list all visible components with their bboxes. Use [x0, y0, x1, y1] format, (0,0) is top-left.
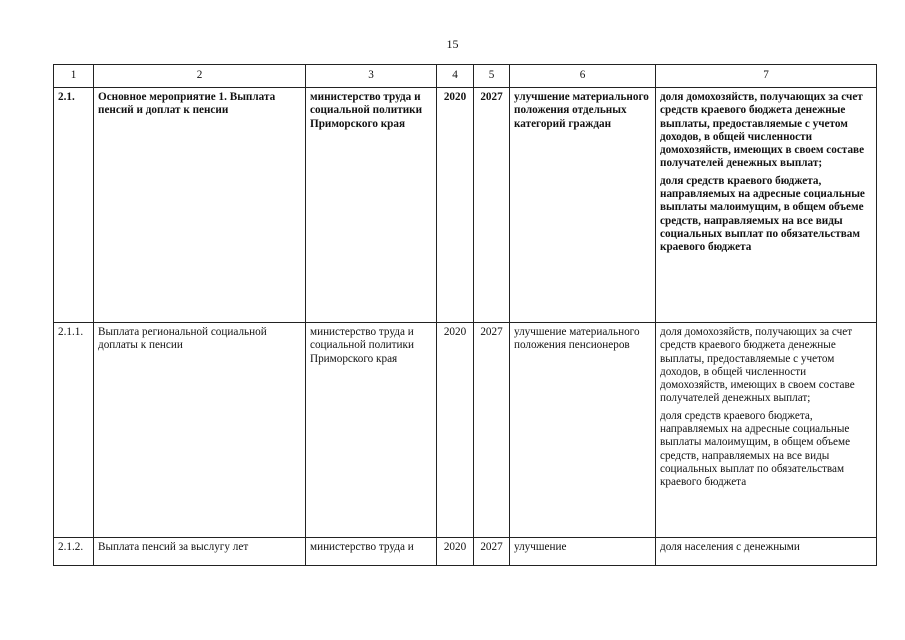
header-cell: 3 — [306, 65, 437, 88]
page-number: 15 — [446, 37, 459, 51]
indicator: доля домохозяйств, получающих за счет средств краевого бюджета денежные выплаты, предоставляемые с учетом доходов, в общей численности домохозяйств, имеющих в своем составе получателей денежных выплат; — [660, 91, 865, 170]
start-year: 2020 — [437, 88, 474, 323]
measure-name: Выплата региональной социальной доплаты к пенсии — [94, 323, 306, 538]
indicator: доля средств краевого бюджета, направляемых на адресные социальные выплаты малоимущим, в общем объеме средств, направляемых на все виды социальных выплат по обязательствам краевого бюджета — [660, 409, 851, 489]
start-year: 2020 — [437, 538, 474, 566]
indicator: доля средств краевого бюджета, направляемых на адресные социальные выплаты малоимущим, в общем объеме средств, направляемых на все виды социальных выплат по обязательствам краевого бюджета — [660, 174, 865, 254]
row-number: 2.1.1. — [54, 323, 94, 538]
table-row — [54, 323, 877, 538]
header-cell: 7 — [656, 65, 877, 88]
indicator: доля домохозяйств, получающих за счет средств краевого бюджета денежные выплаты, предоставляемые с учетом доходов, в общей численности домохозяйств, имеющих в своем составе получателей денежных выплат; — [660, 326, 855, 405]
row-number: 2.1.2. — [54, 538, 94, 566]
measure-name: Выплата пенсий за выслугу лет — [94, 538, 306, 566]
executor: министерство труда и социальной политики Приморского края — [306, 323, 437, 538]
measure-name: Основное мероприятие 1. Выплата пенсий и доплат к пенсии — [94, 88, 306, 323]
header-row — [54, 65, 877, 88]
header-cell: 4 — [437, 65, 474, 88]
row-number: 2.1. — [54, 88, 94, 323]
header-cell: 6 — [510, 65, 656, 88]
indicators-cell — [656, 323, 877, 538]
end-year: 2027 — [474, 88, 510, 323]
expected-result: улучшение материального положения пенсионеров — [510, 323, 656, 538]
program-table — [53, 64, 877, 566]
end-year: 2027 — [474, 323, 510, 538]
header-cell: 1 — [54, 65, 94, 88]
start-year: 2020 — [437, 323, 474, 538]
indicators-cell — [656, 88, 877, 323]
expected-result: улучшение материального положения отдельных категорий граждан — [510, 88, 656, 323]
end-year: 2027 — [474, 538, 510, 566]
header-cell: 2 — [94, 65, 306, 88]
indicator: доля населения с денежными — [660, 541, 800, 553]
executor: министерство труда и — [306, 538, 437, 566]
table-row — [54, 88, 877, 323]
table-row — [54, 538, 877, 566]
executor: министерство труда и социальной политики Приморского края — [306, 88, 437, 323]
expected-result: улучшение — [510, 538, 656, 566]
indicators-cell — [656, 538, 877, 566]
header-cell: 5 — [474, 65, 510, 88]
